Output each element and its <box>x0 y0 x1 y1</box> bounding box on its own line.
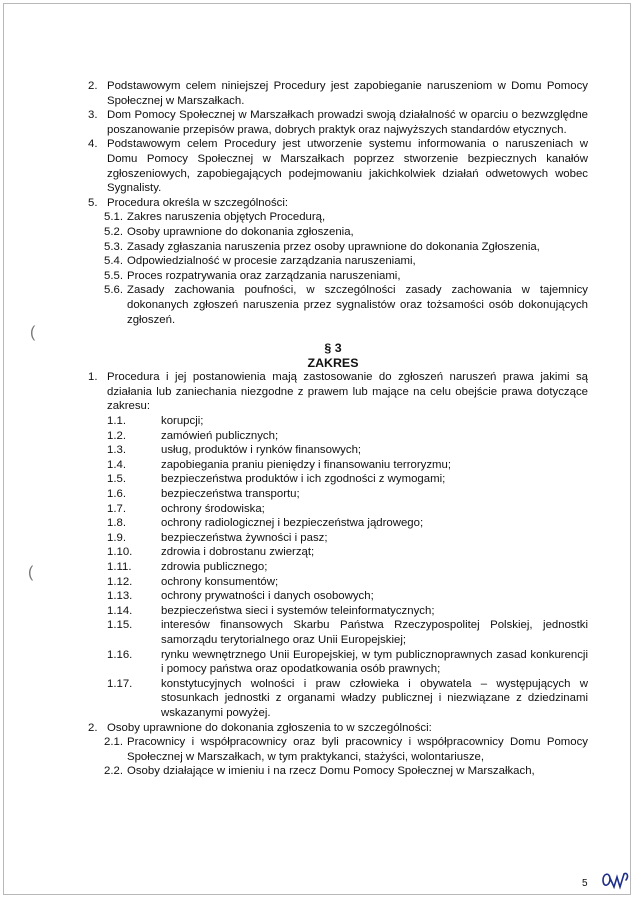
sub-item <box>0 254 636 269</box>
sub-item <box>0 210 636 225</box>
sub-item <box>0 458 636 473</box>
sub-item <box>0 502 636 517</box>
sub-item <box>0 487 636 502</box>
item-text: Procedura określa w szczególności: <box>107 196 289 209</box>
sub-number: 1.1. <box>107 415 126 428</box>
sub-text: Osoby uprawnione do dokonania zgłoszenia, <box>127 225 354 238</box>
sub-number: 1.17. <box>107 677 133 690</box>
item-text: Dom Pomocy Społecznej w Marszałkach prowadzi swoją działalność w oparciu o bezwzględne poszanowanie przepisów prawa, dobrych praktyk oraz najwyższych standardów etycznych. <box>107 109 588 136</box>
sub-item <box>0 648 636 677</box>
item-text: Podstawowym celem niniejszej Procedury jest zapobieganie naruszeniom w Domu Pomocy Społecznej w Marszałkach. <box>107 80 588 107</box>
sub-text: zapobiegania praniu pieniędzy i finansowaniu terroryzmu; <box>161 458 451 471</box>
sub-text: ochrony radiologicznej i bezpieczeństwa jądrowego; <box>161 517 424 530</box>
item-number: 3. <box>88 109 98 122</box>
item-number: 4. <box>88 138 98 151</box>
item-number: 2. <box>88 721 98 734</box>
sub-item <box>0 677 636 721</box>
sub-text: Zakres naruszenia objętych Procedurą, <box>127 211 326 224</box>
sub-item <box>0 589 636 604</box>
margin-mark: ( <box>30 324 36 341</box>
spacer <box>0 324 636 341</box>
section3-list <box>0 370 636 779</box>
sub-text: bezpieczeństwa żywności i pasz; <box>161 531 328 544</box>
sub-number: 1.16. <box>107 648 133 661</box>
sub-number: 1.3. <box>107 444 126 457</box>
margin-mark: ( <box>28 564 34 581</box>
sub-number: 1.4. <box>107 458 126 471</box>
sub-item <box>0 560 636 575</box>
sub-number: 1.7. <box>107 502 126 515</box>
list-item <box>0 108 636 137</box>
sub-number: 1.8. <box>107 517 126 530</box>
sub-number: 1.14. <box>107 604 133 617</box>
item-text: Osoby uprawnione do dokonania zgłoszenia to w szczególności: <box>107 721 432 734</box>
sub-number: 1.13. <box>107 590 133 603</box>
list-item <box>0 721 636 736</box>
sub-item <box>0 414 636 429</box>
sub-item <box>0 531 636 546</box>
item-number: 5. <box>88 196 98 209</box>
sub-number: 5.4. <box>104 255 123 268</box>
item-text: Podstawowym celem Procedury jest utworzenie systemu informowania o naruszeniach w Domu Pomocy Społecznej w Marszałkach poprzez stworzenie bezpiecznych kanałów zgłoszeniowych, zapobiegających podejmowaniu jakichkolwiek działań odwetowych wobec Sygnalisty. <box>107 138 588 195</box>
sub-text: Proces rozpatrywania oraz zarządzania naruszeniami, <box>127 269 401 282</box>
sub-text: interesów finansowych Skarbu Państwa Rzeczypospolitej Polskiej, jednostki samorządu terytorialnego oraz Unii Europejskiej; <box>161 619 588 646</box>
item-text: Procedura i jej postanowienia mają zastosowanie do zgłoszeń naruszeń prawa jakimi są działania lub zaniechania niezgodne z prawem lub mające na celu obejście prawa dotyczące zakresu: <box>107 371 588 413</box>
section2-list <box>0 79 636 327</box>
sub-item <box>0 516 636 531</box>
sub-text: bezpieczeństwa produktów i ich zgodności z wymogami; <box>161 473 446 486</box>
sub-text: Pracownicy i współpracownicy oraz byli pracownicy i współpracownicy Domu Pomocy Społecznej w Marszałkach, w tym praktykanci, stażyści, wolontariusze, <box>127 736 588 763</box>
signature-initials <box>600 868 630 897</box>
sub-text: zamówień publicznych; <box>161 429 279 442</box>
section-sign: § 3 <box>324 341 342 356</box>
sub-item <box>0 764 636 779</box>
sub-text: ochrony konsumentów; <box>161 575 279 588</box>
list-item <box>0 370 636 414</box>
sub-number: 1.11. <box>107 561 132 573</box>
sub-number: 5.6. <box>104 284 123 297</box>
sub-item <box>0 429 636 444</box>
sub-item <box>0 283 636 327</box>
sub-item <box>0 618 636 647</box>
sub-text: bezpieczeństwa sieci i systemów teleinformatycznych; <box>161 604 435 617</box>
sub-text: konstytucyjnych wolności i praw człowieka i obywatela – występujących w stosunkach jednostki z organami władzy publicznej i niezwiązane z dziedzinami wskazanymi powyżej. <box>161 677 588 719</box>
sub-number: 1.2. <box>107 429 126 442</box>
list-item <box>0 196 636 211</box>
sub-item <box>0 472 636 487</box>
sub-item <box>0 225 636 240</box>
sub-text: Zasady zachowania poufności, w szczególności zasady zachowania w tajemnicy dokonanych zgłoszeń naruszenia przez sygnalistów oraz tożsamości osób dokonujących zgłoszeń. <box>127 284 588 326</box>
sub-number: 1.12. <box>107 575 133 588</box>
sub-item <box>0 735 636 764</box>
sub-item <box>0 604 636 619</box>
sub-item <box>0 443 636 458</box>
document-page <box>0 79 636 779</box>
list-item <box>0 137 636 195</box>
sub-number: 5.5. <box>104 269 123 282</box>
page-number: 5 <box>582 878 588 889</box>
sub-number: 2.2. <box>104 765 123 778</box>
sub-number: 1.15. <box>107 619 133 632</box>
sub-text: zdrowia i dobrostanu zwierząt; <box>161 546 315 559</box>
sub-text: ochrony środowiska; <box>161 502 265 515</box>
sub-text: Osoby działające w imieniu i na rzecz Domu Pomocy Społecznej w Marszałkach, <box>127 765 535 778</box>
sub-item <box>0 240 636 255</box>
sub-number: 5.3. <box>104 240 123 253</box>
sub-number: 5.1. <box>104 211 123 224</box>
sub-text: usług, produktów i rynków finansowych; <box>161 444 362 457</box>
section-title: ZAKRES <box>307 355 359 370</box>
sub-number: 1.6. <box>107 488 126 501</box>
sub-number: 1.9. <box>107 531 126 544</box>
sub-text: Odpowiedzialność w procesie zarządzania naruszeniami, <box>127 255 416 268</box>
item-number: 2. <box>88 80 98 92</box>
sub-number: 1.10. <box>107 546 133 559</box>
sub-text: ochrony prywatności i danych osobowych; <box>161 590 374 603</box>
sub-text: Zasady zgłaszania naruszenia przez osoby uprawnione do dokonania Zgłoszenia, <box>127 240 540 253</box>
sub-number: 2.1. <box>104 736 123 749</box>
list-item <box>0 79 636 108</box>
sub-item <box>0 575 636 590</box>
sub-text: bezpieczeństwa transportu; <box>161 488 300 501</box>
sub-text: korupcji; <box>161 415 204 428</box>
sub-text: rynku wewnętrznego Unii Europejskiej, w tym publicznoprawnych zasad konkurencji i pomocy państwa oraz opodatkowania osób prawnych; <box>161 648 588 676</box>
sub-number: 5.2. <box>104 225 123 238</box>
sub-text: zdrowia publicznego; <box>161 561 268 573</box>
item-number: 1. <box>88 371 98 384</box>
sub-item <box>0 545 636 560</box>
sub-number: 1.5. <box>107 473 126 486</box>
sub-item <box>0 269 636 284</box>
